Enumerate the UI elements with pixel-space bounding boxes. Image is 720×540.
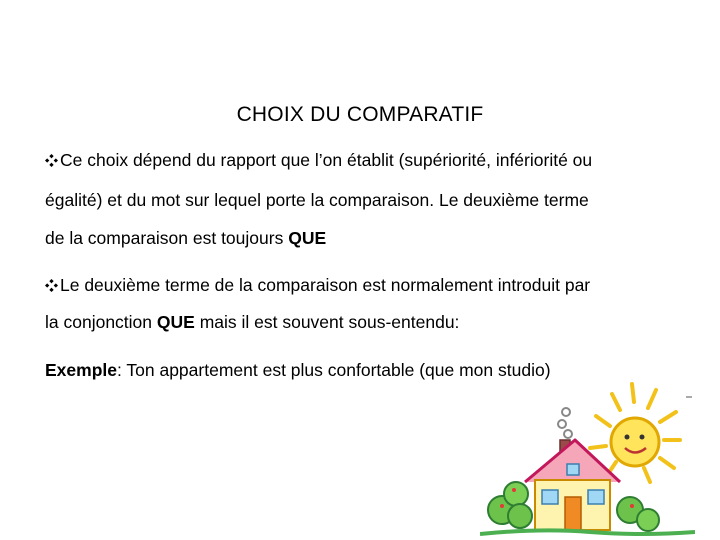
que-emphasis-2: QUE — [156, 312, 195, 332]
bullet-1-text-line-1: Ce choix dépend du rapport que l’on établit (supériorité, infériorité ou — [60, 150, 593, 170]
bullet-2-text-pre: la conjonction — [45, 312, 157, 332]
slide-title: CHOIX DU COMPARATIF — [236, 103, 484, 126]
bullet-1-line-2: égalité) et du mot sur lequel porte la comparaison. Le deuxième terme — [45, 190, 589, 210]
bullet-2-line-1 — [45, 275, 590, 296]
bullet-2-text-line-1: Le deuxième terme de la comparaison est normalement introduit par — [60, 275, 591, 295]
que-emphasis-1: QUE — [288, 228, 327, 248]
bullet-1-text-line-3: de la comparaison est toujours — [45, 228, 289, 248]
bullet-2-line-2 — [45, 312, 459, 333]
example-text: : Ton appartement est plus confortable (que mon studio) — [116, 360, 551, 380]
bullet-1-line-1 — [45, 150, 592, 171]
example-line — [45, 360, 551, 381]
bullet-1-line-3 — [45, 228, 326, 249]
bullet-2-text-post: mais il est souvent sous-entendu: — [194, 312, 460, 332]
example-label: Exemple — [45, 360, 117, 380]
four-diamond-bullet-icon — [45, 154, 58, 167]
sun-and-house-illustration — [480, 382, 695, 540]
four-diamond-bullet-icon — [45, 279, 58, 292]
